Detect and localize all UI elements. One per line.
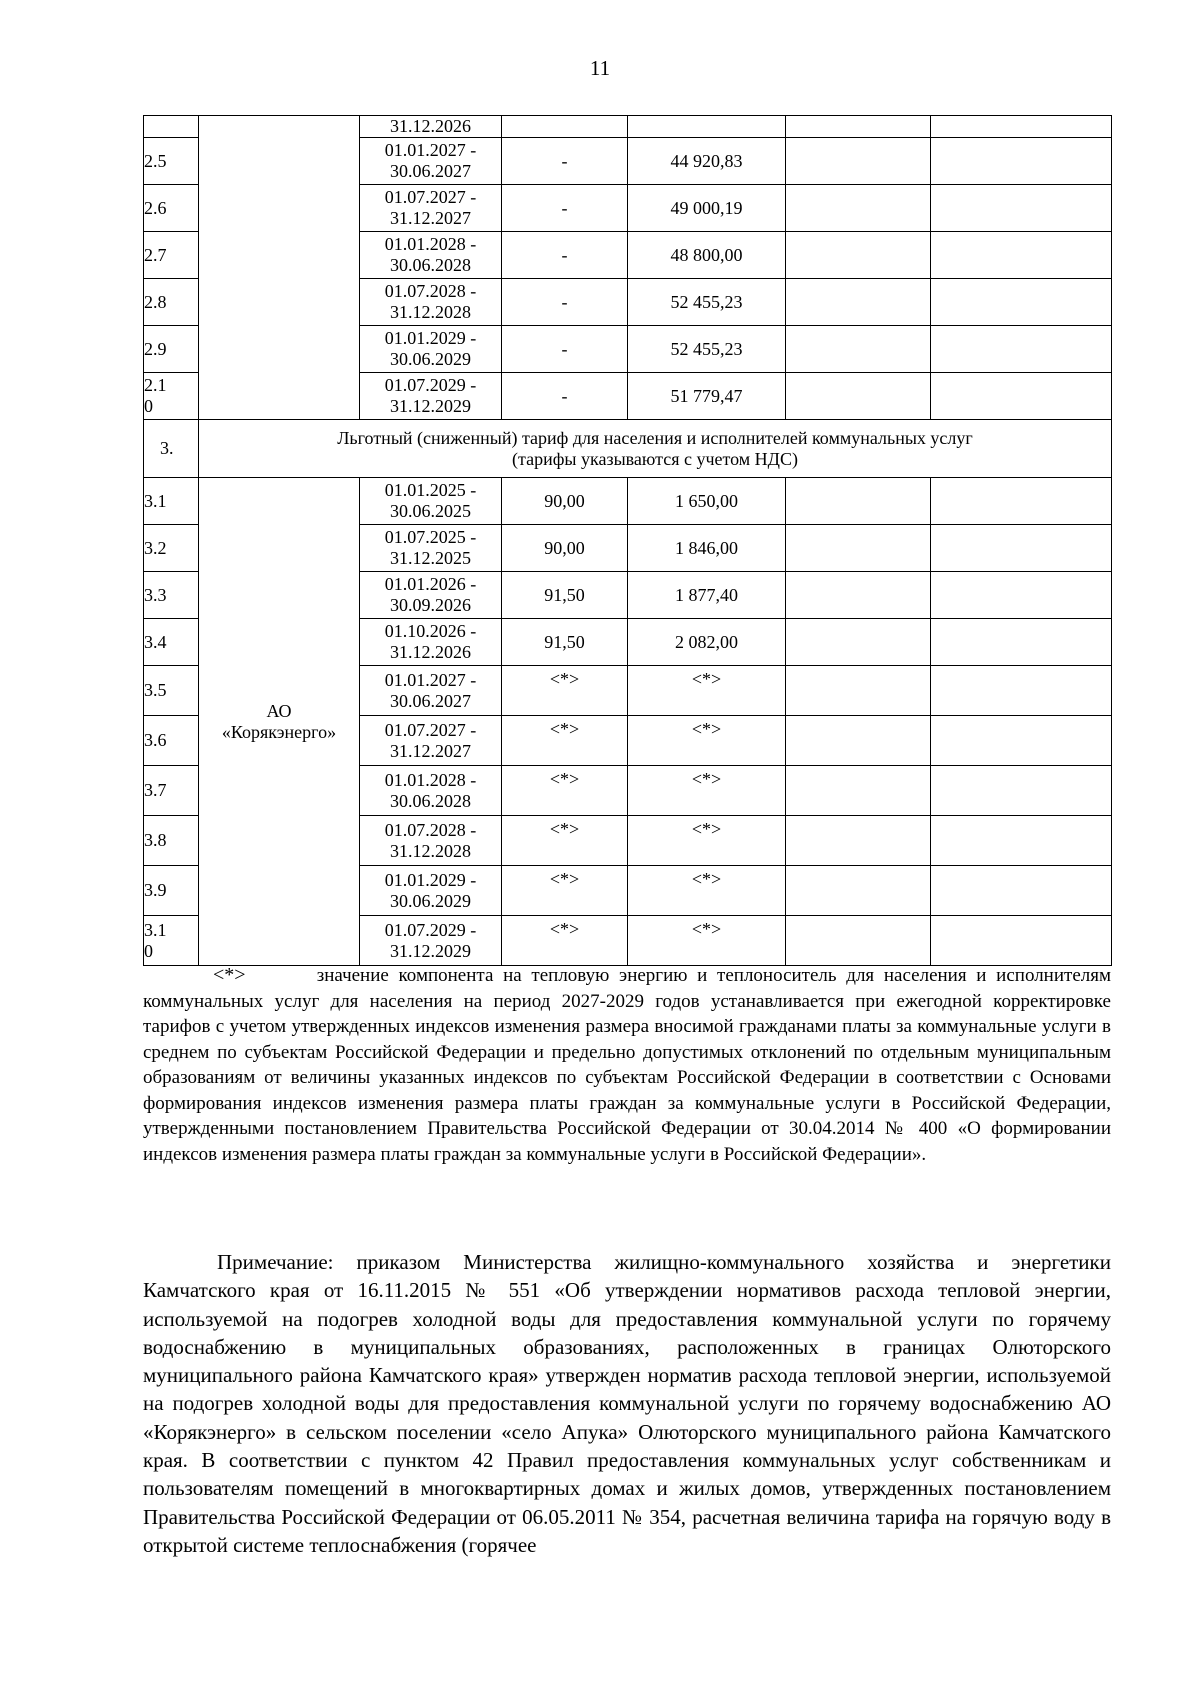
value-cell: 90,00	[502, 525, 628, 572]
value-cell: 44 920,83	[628, 138, 786, 185]
period-cell: 01.01.2028 - 30.06.2028	[360, 232, 502, 279]
footnote	[143, 963, 1111, 1167]
row-number: 2.7	[144, 232, 199, 279]
footnote-mark: <*>	[213, 964, 246, 986]
value-cell: <*>	[502, 916, 628, 966]
table-row	[144, 478, 1112, 525]
row-number: 3.9	[144, 866, 199, 916]
row-number: 3.4	[144, 619, 199, 666]
value-cell: <*>	[502, 666, 628, 716]
row-number: 3.6	[144, 716, 199, 766]
section-number: 3.	[144, 420, 199, 478]
period-cell: 01.01.2027 - 30.06.2027	[360, 138, 502, 185]
period-cell: 01.01.2029 - 30.06.2029	[360, 326, 502, 373]
tariff-table	[143, 115, 1112, 966]
page-number: 11	[589, 56, 611, 80]
period-cell: 01.07.2027 - 31.12.2027	[360, 716, 502, 766]
value-cell: <*>	[628, 816, 786, 866]
value-cell: <*>	[502, 866, 628, 916]
row-number: 3.1	[144, 478, 199, 525]
value-cell: 91,50	[502, 572, 628, 619]
row-number: 3.7	[144, 766, 199, 816]
row-number: 3.1 0	[144, 916, 199, 966]
period-cell: 01.01.2026 - 30.09.2026	[360, 572, 502, 619]
period-cell: 01.07.2029 - 31.12.2029	[360, 373, 502, 420]
value-cell: <*>	[502, 816, 628, 866]
value-cell: -	[502, 232, 628, 279]
value-cell: 91,50	[502, 619, 628, 666]
value-cell: -	[502, 373, 628, 420]
value-cell: 51 779,47	[628, 373, 786, 420]
period-cell: 01.07.2028 - 31.12.2028	[360, 279, 502, 326]
period-cell: 01.01.2028 - 30.06.2028	[360, 766, 502, 816]
row-number: 3.8	[144, 816, 199, 866]
value-cell: 1 846,00	[628, 525, 786, 572]
note-paragraph: Примечание: приказом Министерства жилищно-коммунального хозяйства и энергетики Камчатского края от 16.11.2015 № 551 «Об утверждении нормативов расхода тепловой энергии, используемой на подогрев холодной воды для предоставления коммунальной услуги по горячему водоснабжению в муниципальных образованиях, расположенных в границах Олюторского муниципального района Камчатского края» утвержден норматив расхода тепловой энергии, используемой на подогрев холодной воды для предоставления коммунальной услуги по горячему водоснабжению АО «Корякэнерго» в сельском поселении «село Апука» Олюторского муниципального района Камчатского края. В соответствии с пунктом 42 Правил предоставления коммунальных услуг собственникам и пользователям помещений в многоквартирных домах и жилых домов, утвержденных постановлением Правительства Российской Федерации от 06.05.2011 № 354, расчетная величина тарифа на горячую воду в открытой системе теплоснабжения (горячее	[143, 1250, 1111, 1557]
period-cell: 01.07.2028 - 31.12.2028	[360, 816, 502, 866]
period-cell: 01.01.2027 - 30.06.2027	[360, 666, 502, 716]
row-number: 2.5	[144, 138, 199, 185]
value-cell: 52 455,23	[628, 279, 786, 326]
period-cell: 01.07.2025 - 31.12.2025	[360, 525, 502, 572]
value-cell: -	[502, 185, 628, 232]
value-cell: <*>	[628, 866, 786, 916]
section-title: Льготный (сниженный) тариф для населения и исполнителей коммунальных услуг (тарифы указываются с учетом НДС)	[199, 420, 1112, 478]
row-number: 3.5	[144, 666, 199, 716]
period-cell: 01.07.2027 - 31.12.2027	[360, 185, 502, 232]
row-number: 2.6	[144, 185, 199, 232]
value-cell: <*>	[628, 766, 786, 816]
row-number: 2.8	[144, 279, 199, 326]
period-cell: 01.10.2026 - 31.12.2026	[360, 619, 502, 666]
value-cell: -	[502, 279, 628, 326]
row-number: 2.9	[144, 326, 199, 373]
value-cell: -	[502, 326, 628, 373]
value-cell: <*>	[628, 916, 786, 966]
value-cell: 48 800,00	[628, 232, 786, 279]
footnote-text: значение компонента на тепловую энергию и теплоноситель для населения и исполнителям коммунальных услуг для населения на период 2027-2029 годов устанавливается при ежегодной корректировке тарифов с учетом утвержденных индексов изменения размера вносимой гражданами платы за коммунальные услуги в среднем по субъектам Российской Федерации и предельно допустимых отклонений по отдельным муниципальным образованиям от величины указанных индексов по субъектам Российской Федерации в соответствии с Основами формирования индексов изменения размера платы граждан за коммунальные услуги в Российской Федерации, утвержденными постановлением Правительства Российской Федерации от 30.04.2014 № 400 «О формировании индексов изменения размера платы граждан за коммунальные услуги в Российской Федерации».	[143, 965, 1111, 1165]
organization-cell: АО «Корякэнерго»	[199, 478, 360, 966]
value-cell: 2 082,00	[628, 619, 786, 666]
period-cell: 31.12.2026	[360, 116, 502, 138]
section-header-row	[144, 420, 1112, 478]
value-cell: 49 000,19	[628, 185, 786, 232]
value-cell: <*>	[502, 766, 628, 816]
value-cell: <*>	[502, 716, 628, 766]
row-number: 3.2	[144, 525, 199, 572]
value-cell: 52 455,23	[628, 326, 786, 373]
period-cell: 01.01.2029 - 30.06.2029	[360, 866, 502, 916]
row-number: 2.1 0	[144, 373, 199, 420]
value-cell: 1 877,40	[628, 572, 786, 619]
row-number: 3.3	[144, 572, 199, 619]
value-cell: 1 650,00	[628, 478, 786, 525]
table-row	[144, 116, 1112, 138]
value-cell: -	[502, 138, 628, 185]
value-cell: <*>	[628, 716, 786, 766]
value-cell: 90,00	[502, 478, 628, 525]
period-cell: 01.01.2025 - 30.06.2025	[360, 478, 502, 525]
value-cell: <*>	[628, 666, 786, 716]
period-cell: 01.07.2029 - 31.12.2029	[360, 916, 502, 966]
